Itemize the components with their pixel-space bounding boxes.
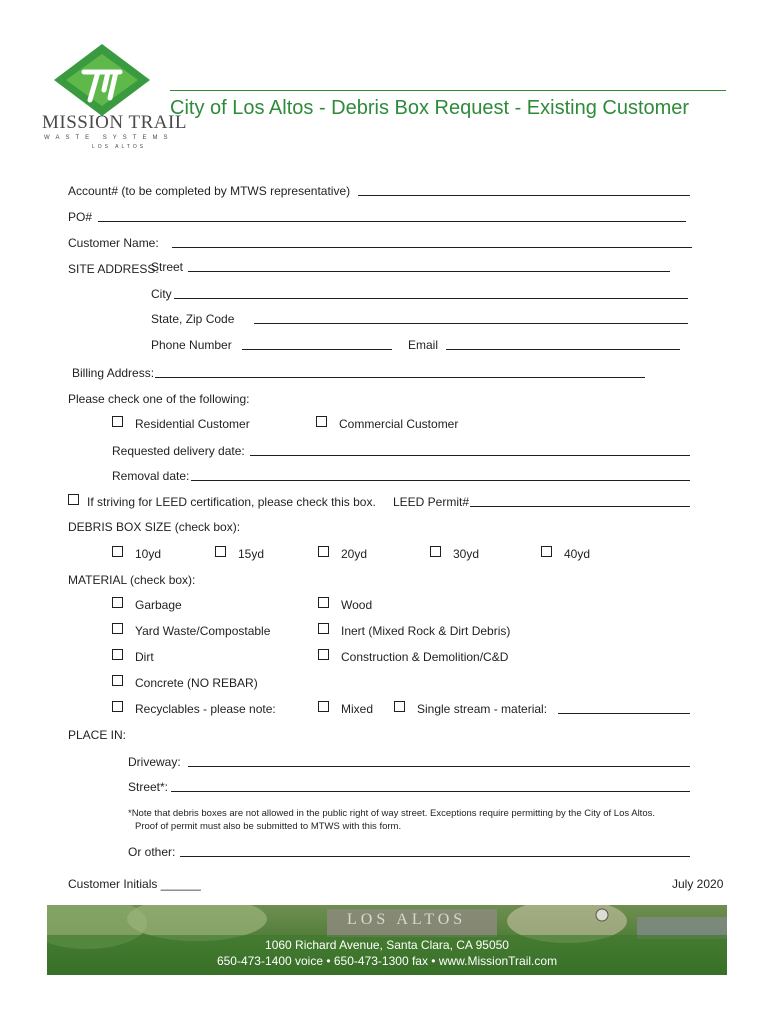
customer-initials-label: Customer Initials ______ [68,877,201,891]
commercial-label: Commercial Customer [339,417,459,431]
size-15yd-checkbox[interactable] [215,546,226,557]
phone-field[interactable] [242,349,392,350]
mixed-checkbox[interactable] [318,701,329,712]
account-field[interactable] [358,195,690,196]
permit-note-continued: Proof of permit must also be submitted to MTWS with this form. [135,821,402,832]
size-20yd-checkbox[interactable] [318,546,329,557]
debris-box-size-label: DEBRIS BOX SIZE (check box): [68,520,241,534]
po-label: PO# [68,210,93,224]
logo-wordmark: MISSION TRAIL [42,112,187,133]
customer-name-field[interactable] [172,247,692,248]
street-place-field[interactable] [171,791,690,792]
customer-name-label: Customer Name: [68,236,159,250]
removal-date-field[interactable] [191,480,690,481]
billing-address-field[interactable] [155,377,645,378]
street-field[interactable] [188,271,670,272]
mission-trail-logo [40,42,187,152]
size-40yd-checkbox[interactable] [541,546,552,557]
yard-waste-checkbox[interactable] [112,623,123,634]
driveway-field[interactable] [188,766,690,767]
leed-checkbox[interactable] [68,494,79,505]
construction-demolition-checkbox[interactable] [318,649,329,660]
size-30yd-checkbox[interactable] [430,546,441,557]
single-stream-field[interactable] [558,713,690,714]
inert-label: Inert (Mixed Rock & Dirt Debris) [341,624,511,638]
removal-date-label: Removal date: [112,469,190,483]
garbage-checkbox[interactable] [112,597,123,608]
page-title: City of Los Altos - Debris Box Request - Existing Customer [170,97,690,119]
banner-sign-text: LOS ALTOS [347,911,467,928]
delivery-date-field[interactable] [250,455,690,456]
size-40yd-label: 40yd [564,547,591,561]
leed-permit-field[interactable] [470,506,690,507]
header-rule [170,90,726,91]
construction-demolition-label: Construction & Demolition/C&D [341,650,509,664]
garbage-label: Garbage [135,598,182,612]
size-10yd-label: 10yd [135,547,162,561]
commercial-checkbox[interactable] [316,416,327,427]
driveway-label: Driveway: [128,755,181,769]
po-field[interactable] [98,221,686,222]
recyclables-label: Recyclables - please note: [135,702,276,716]
size-10yd-checkbox[interactable] [112,546,123,557]
street-label: Street [151,260,184,274]
size-30yd-label: 30yd [453,547,480,561]
leed-label: If striving for LEED certification, please check this box. [87,495,376,509]
email-field[interactable] [446,349,680,350]
yard-waste-label: Yard Waste/Compostable [135,624,271,638]
material-label: MATERIAL (check box): [68,573,196,587]
or-other-field[interactable] [180,856,690,857]
city-field[interactable] [174,298,688,299]
wood-checkbox[interactable] [318,597,329,608]
mixed-label: Mixed [341,702,374,716]
footer-banner [47,905,727,975]
inert-checkbox[interactable] [318,623,329,634]
dirt-label: Dirt [135,650,154,664]
phone-label: Phone Number [151,338,232,352]
state-zip-field[interactable] [254,323,688,324]
logo-diamond-icon [50,42,170,117]
logo-subtitle-location: LOS ALTOS [92,144,147,150]
site-address-label: SITE ADDRESS: [68,262,159,276]
billing-address-label: Billing Address: [72,366,155,380]
street-place-label: Street*: [128,780,169,794]
residential-label: Residential Customer [135,417,250,431]
delivery-date-label: Requested delivery date: [112,444,245,458]
city-label: City [151,287,172,301]
recyclables-checkbox[interactable] [112,701,123,712]
email-label: Email [408,338,439,352]
form-date: July 2020 [672,877,724,891]
residential-checkbox[interactable] [112,416,123,427]
account-label: Account# (to be completed by MTWS representative) [68,184,351,198]
permit-note: *Note that debris boxes are not allowed in the public right of way street. Exceptions require permitting by the City of Los Altos. [128,808,655,819]
size-15yd-label: 15yd [238,547,265,561]
logo-subtitle: WASTE SYSTEMS [44,135,174,141]
footer-address: 1060 Richard Avenue, Santa Clara, CA 95050 [265,938,509,952]
footer-contact: 650-473-1400 voice • 650-473-1300 fax • www.MissionTrail.com [216,954,558,968]
single-stream-label: Single stream - material: [417,702,548,716]
dirt-checkbox[interactable] [112,649,123,660]
or-other-label: Or other: [128,845,176,859]
check-one-label: Please check one of the following: [68,392,250,406]
place-in-label: PLACE IN: [68,728,127,742]
state-zip-label: State, Zip Code [151,312,235,326]
wood-label: Wood [341,598,373,612]
size-20yd-label: 20yd [341,547,368,561]
concrete-checkbox[interactable] [112,675,123,686]
concrete-label: Concrete (NO REBAR) [135,676,258,690]
leed-permit-label: LEED Permit# [393,495,470,509]
single-stream-checkbox[interactable] [394,701,405,712]
